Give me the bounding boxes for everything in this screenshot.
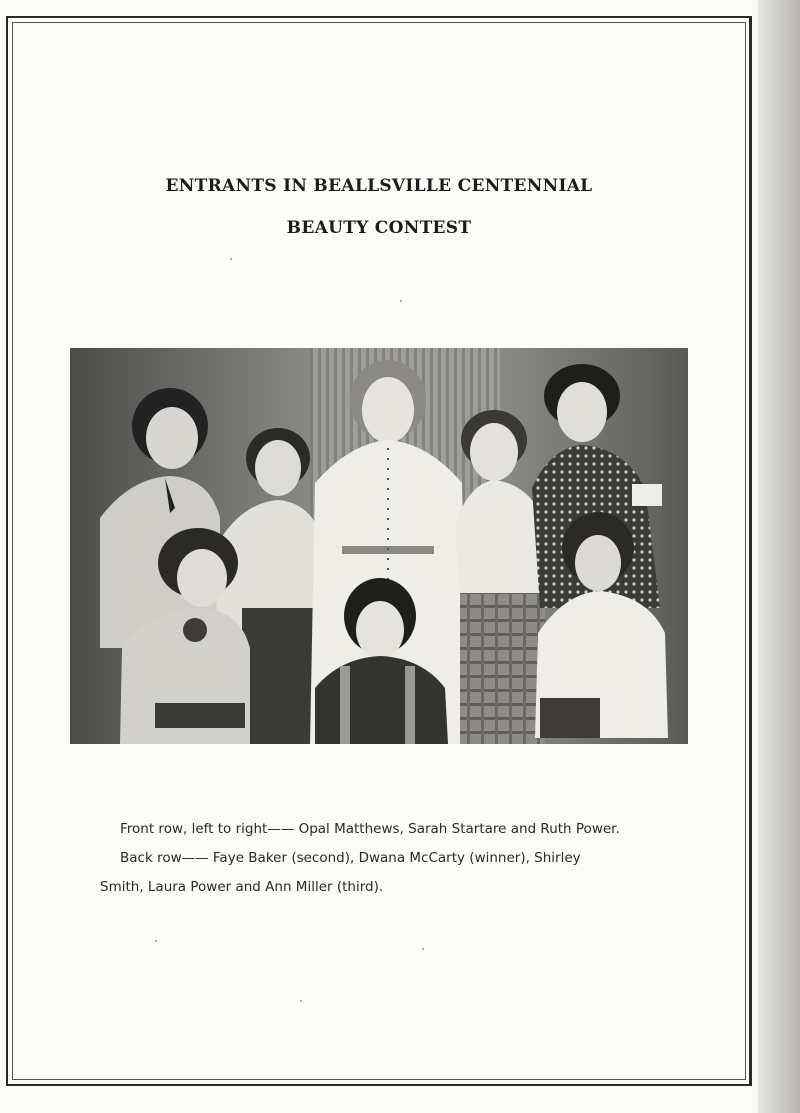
paper-speck (400, 300, 402, 302)
caption-back-row: Back row—— Faye Baker (second), Dwana McCarty (winner), Shirley (120, 850, 581, 866)
page-edge-shadow (758, 0, 800, 1113)
paper-speck (300, 1000, 302, 1002)
photo-caption (100, 815, 670, 902)
paper-speck (155, 940, 157, 942)
paper-speck (422, 948, 424, 950)
photograph-illustration (70, 348, 688, 744)
page-title-line-1: ENTRANTS IN BEALLSVILLE CENTENNIAL (165, 176, 593, 196)
group-photograph (70, 348, 688, 744)
caption-front-row: Front row, left to right—— Opal Matthews, Sarah Startare and Ruth Power. (120, 821, 620, 837)
caption-back-row-continued: Smith, Laura Power and Ann Miller (third). (100, 879, 384, 895)
page-title-line-2: BEAUTY CONTEST (286, 218, 472, 238)
paper-speck (230, 258, 232, 260)
